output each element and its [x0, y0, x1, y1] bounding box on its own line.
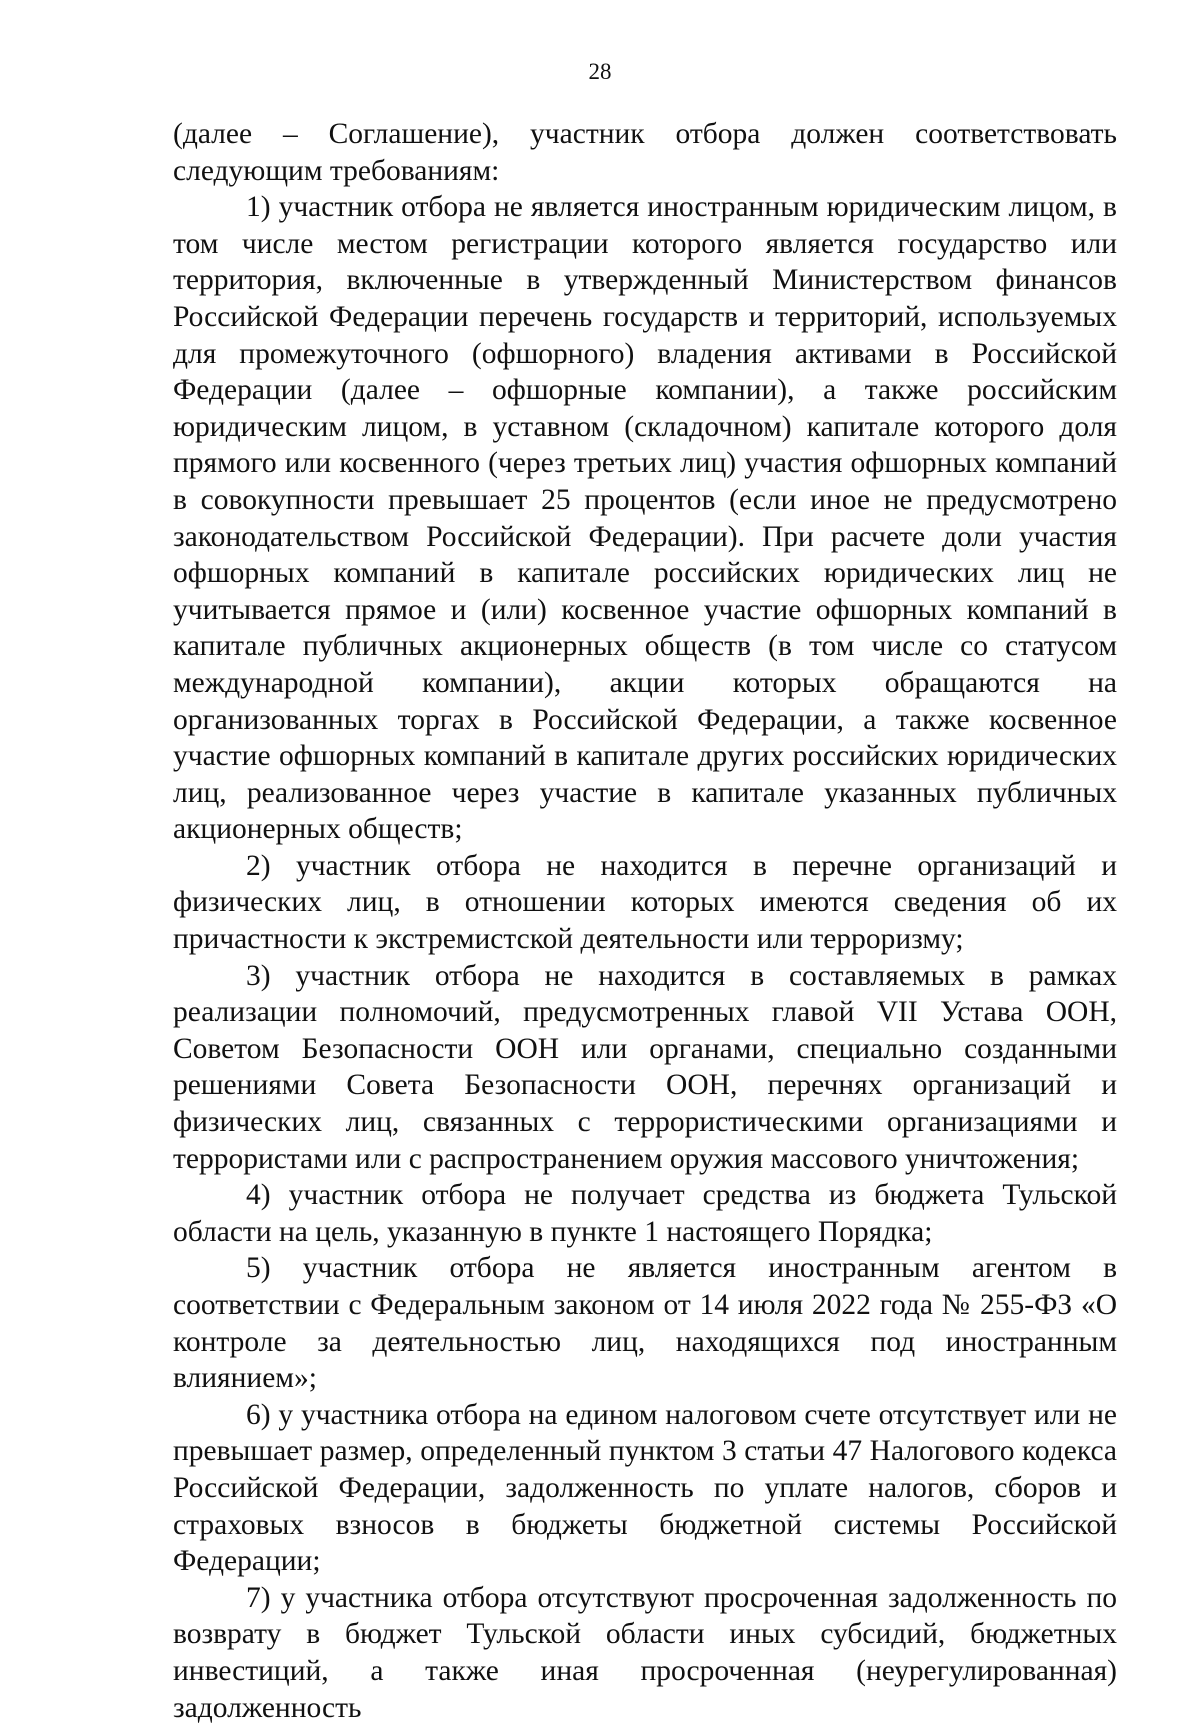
- paragraph-intro-continuation: (далее – Соглашение), участник отбора должен соответствовать следующим требованиям:: [173, 118, 1117, 187]
- page-number: 28: [588, 59, 612, 84]
- paragraph-item-7: 7) у участника отбора отсутствуют просроченная задолженность по возврату в бюджет Тульской области иных субсидий, бюджетных инвестиций, а также иная просроченная (неурегулированная) задолженность: [173, 1581, 1117, 1724]
- paragraph-item-5: 5) участник отбора не является иностранным агентом в соответствии с Федеральным законом от 14 июля 2022 года № 255-ФЗ «О контроле за деятельностью лиц, находящихся под иностранным влиянием»;: [173, 1252, 1117, 1395]
- paragraph-item-2: 2) участник отбора не находится в перечне организаций и физических лиц, в отношении которых имеются сведения об их причастности к экстремистской деятельности или терроризму;: [173, 849, 1117, 956]
- document-body: [173, 116, 1117, 1726]
- paragraph-item-1: 1) участник отбора не является иностранным юридическим лицом, в том числе местом регистрации которого является государство или территория, включенные в утвержденный Министерством финансов Российской Федерации перечень государств и территорий, используемых для промежуточного (офшорного) владения активами в Российской Федерации (далее – офшорные компании), а также российским юридическим лицом, в уставном (складочном) капитале которого доля прямого или косвенного (через третьих лиц) участия офшорных компаний в совокупности превышает 25 процентов (если иное не предусмотрено законодательством Российской Федерации). При расчете доли участия офшорных компаний в капитале российских юридических лиц не учитывается прямое и (или) косвенное участие офшорных компаний в капитале публичных акционерных обществ (в том числе со статусом международной компании), акции которых обращаются на организованных торгах в Российской Федерации, а также косвенное участие офшорных компаний в капитале других российских юридических лиц, реализованное через участие в капитале указанных публичных акционерных обществ;: [173, 191, 1117, 846]
- paragraph-item-4: 4) участник отбора не получает средства из бюджета Тульской области на цель, указанную в пункте 1 настоящего Порядка;: [173, 1179, 1117, 1248]
- paragraph-item-6: 6) у участника отбора на едином налоговом счете отсутствует или не превышает размер, определенный пунктом 3 статьи 47 Налогового кодекса Российской Федерации, задолженность по уплате налогов, сборов и страховых взносов в бюджеты бюджетной системы Российской Федерации;: [173, 1398, 1117, 1578]
- paragraph-item-3: 3) участник отбора не находится в составляемых в рамках реализации полномочий, предусмотренных главой VII Устава ООН, Советом Безопасности ООН или органами, специально созданными решениями Совета Безопасности ООН, перечнях организаций и физических лиц, связанных с террористическими организациями и террористами или с распространением оружия массового уничтожения;: [173, 959, 1117, 1175]
